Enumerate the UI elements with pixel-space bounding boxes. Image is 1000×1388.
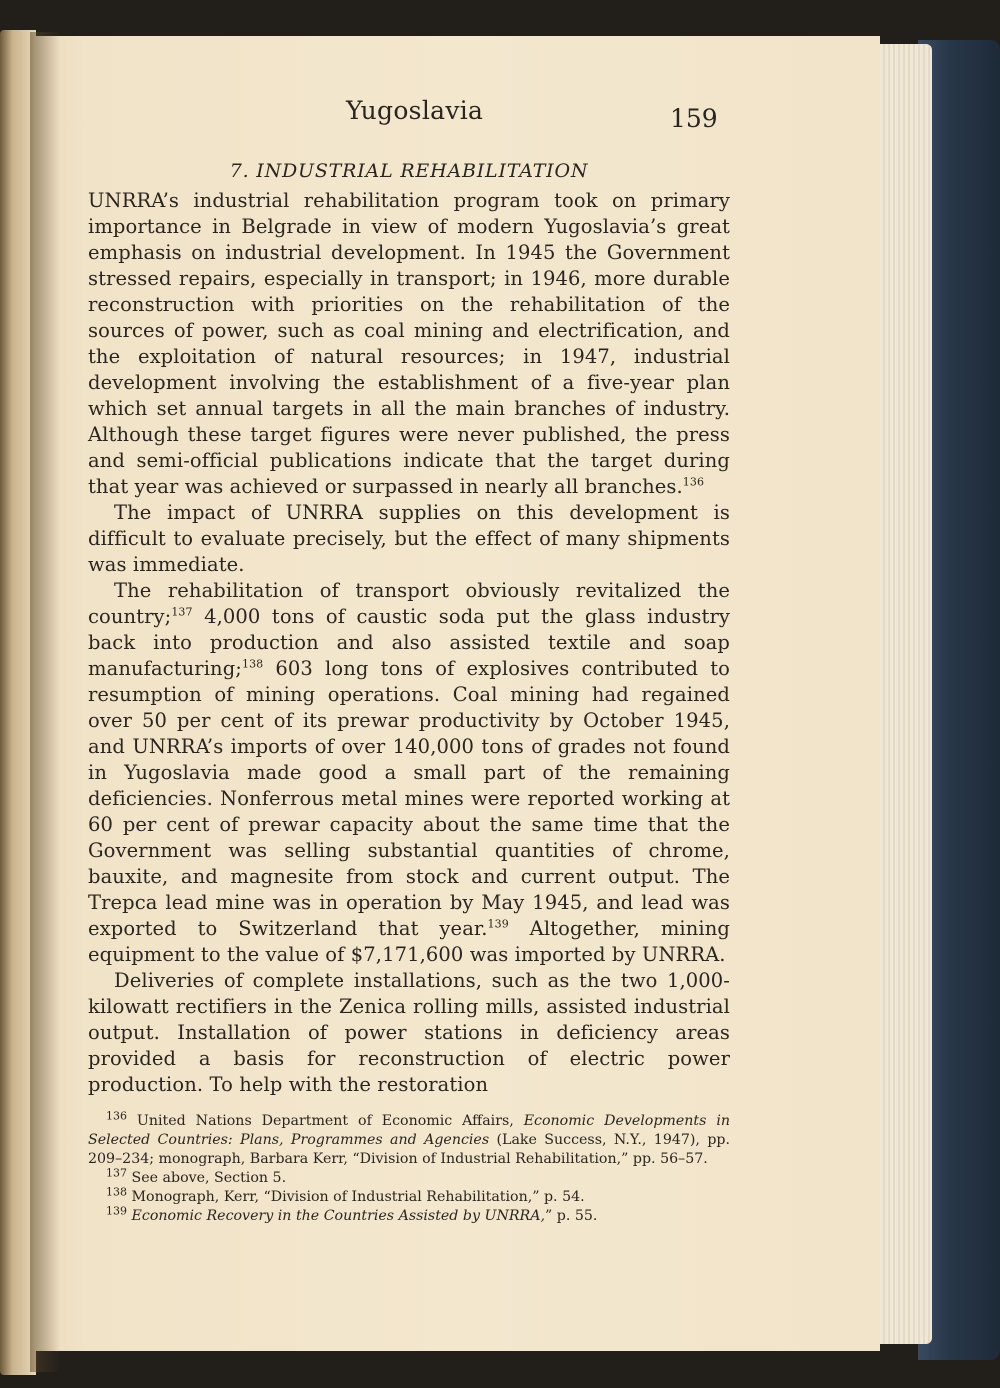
page-header [88, 96, 730, 148]
footnote [88, 1204, 730, 1226]
footnote [88, 1166, 730, 1188]
paragraph-2 [88, 500, 730, 578]
paragraph-1 [88, 188, 730, 500]
paragraph-text: Altogether, mining equipment to the value of $7,171,600 was imported by UNRRA. [88, 917, 730, 966]
paragraph-3 [88, 578, 730, 968]
footnote-title: Economic Developments in Selected Countries: Plans, Programmes and Agencies [88, 1113, 730, 1148]
footnote-number: 137 [106, 1166, 127, 1180]
footnote-title: Economic Recovery in the Countries Assisted by UNRRA, [131, 1208, 545, 1224]
footnote [88, 1109, 730, 1169]
footnote-text: ” p. 55. [545, 1208, 598, 1224]
spine-shadow [30, 32, 60, 1372]
paragraph-4 [88, 968, 730, 1098]
footnote-ref: 137 [171, 605, 193, 619]
paragraph-text: UNRRA’s industrial rehabilitation program took on primary importance in Belgrade in view of modern Yugoslavia’s great emphasis on industrial development. In 1945 the Government stressed repairs, especially in transport; in 1946, more durable reconstruction with priorities on the rehabilitation of the sources of power, such as coal mining and electrification, and the exploitation of natural resources; in 1947, industrial development involving the establishment of a five-year plan which set annual targets in all the main branches of industry. Although these target figures were never published, the press and semi-official publications indicate that the target during that year was achieved or surpassed in nearly all branches. [88, 189, 730, 498]
paragraph-text: 603 long tons of explosives contributed to resumption of mining operations. Coal mining had regained over 50 per cent of its prewar productivity by October 1945, and UNRRA’s imports of over 140,000 tons of grades not found in Yugoslavia made good a small part of the remaining deficiencies. Nonferrous metal mines were reported working at 60 per cent of prewar capacity about the same time that the Government was selling substantial quantities of chrome, bauxite, and magnesite from stock and current output. The Trepca lead mine was in operation by May 1945, and lead was exported to Switzerland that year. [88, 657, 730, 940]
footnote-text: United Nations Department of Economic Affairs, [136, 1113, 524, 1129]
footnote-text: Monograph, Kerr, “Division of Industrial Rehabilitation,” p. 54. [131, 1189, 585, 1205]
footnote-text: See above, Section 5. [131, 1170, 287, 1186]
footnote-number: 138 [106, 1185, 127, 1199]
footnote-number: 136 [106, 1109, 127, 1123]
page-text-block [88, 96, 730, 1226]
footnote-text: (Lake Success, N.Y., 1947), pp. 209–234; monograph, Barbara Kerr, “Division of Industrial Rehabilitation,” pp. 56–57. [88, 1132, 730, 1167]
footnote [88, 1185, 730, 1207]
footnote-number: 139 [106, 1204, 127, 1218]
footnote-ref: 136 [682, 475, 705, 489]
paragraph-text: 4,000 tons of caustic soda put the glass industry back into production and also assisted textile and soap manufacturing; [88, 605, 730, 680]
footnote-ref: 138 [241, 657, 264, 671]
paragraph-text: Deliveries of complete installations, such as the two 1,000-kilowatt rectifiers in the Zenica rolling mills, assisted industrial output. Installation of power stations in deficiency areas provided a basis for reconstruction of electric power production. To help with the restoration [88, 969, 730, 1096]
paragraph-text: The impact of UNRRA supplies on this development is difficult to evaluate precisely, but the effect of many shipments was immediate. [88, 501, 730, 576]
page-number: 159 [670, 104, 718, 133]
running-head: Yugoslavia [346, 96, 484, 125]
footnotes [88, 1109, 730, 1226]
paragraph-text: The rehabilitation of transport obviously revitalized the country; [88, 579, 730, 628]
footnote-ref: 139 [487, 917, 509, 931]
section-title: 7. INDUSTRIAL REHABILITATION [229, 160, 589, 182]
